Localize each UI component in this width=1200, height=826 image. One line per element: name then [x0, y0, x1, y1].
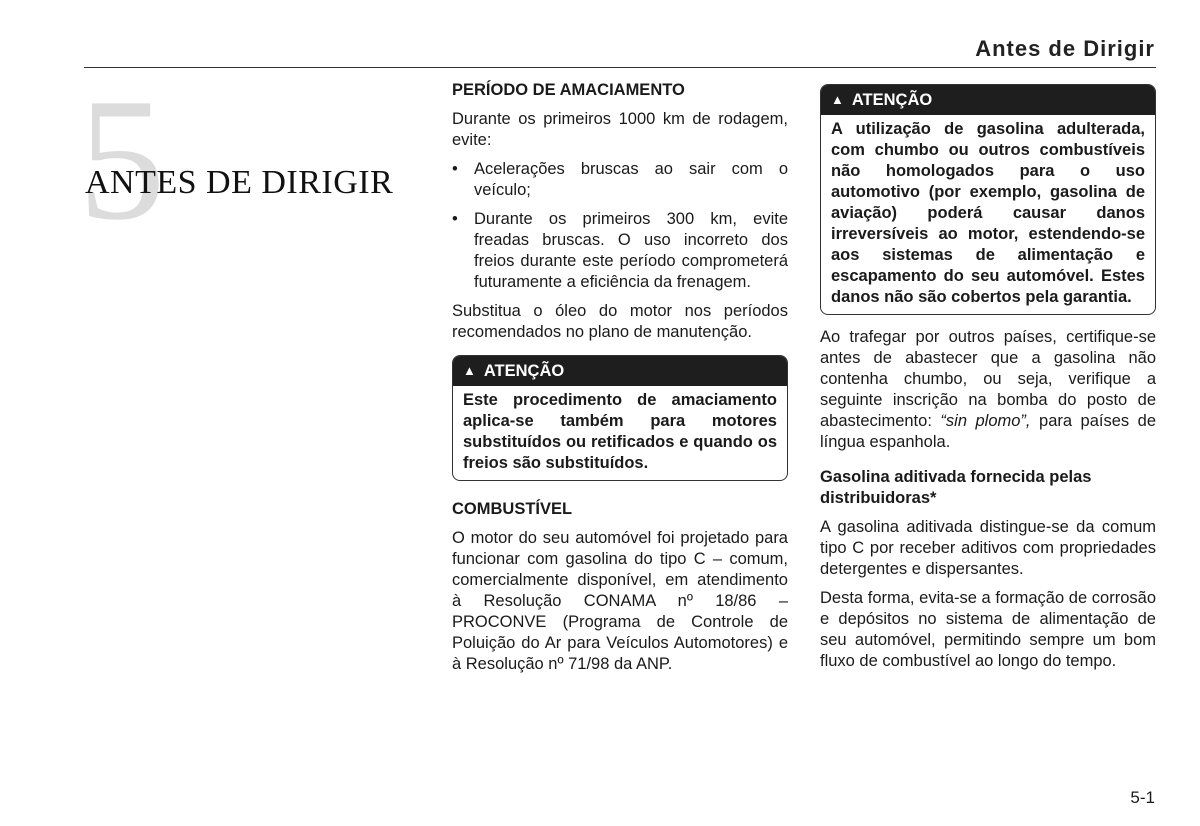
list-item: [452, 159, 788, 201]
oil-change-note: Substitua o óleo do motor nos períodos recomendados no plano de manutenção.: [452, 302, 788, 341]
warning-text: A utilização de gasolina adulterada, com chumbo ou outros combustíveis não homologados para o uso automotivo (por exemplo, gasolina de aviação) poderá causar danos irreversíveis ao motor, estendendo-se aos sistemas de alimentação e escapamento do seu automóvel. Estes danos não são cobertos pela garantia.: [831, 120, 1145, 306]
page-header-title: Antes de Dirigir: [975, 36, 1155, 61]
warning-header: [453, 356, 787, 386]
list-item-text: Acelerações bruscas ao sair com o veículo;: [474, 160, 788, 199]
fuel-text: O motor do seu automóvel foi projetado para funcionar com gasolina do tipo C – comum, comercialmente disponível, em atendimento à Resolução CONAMA nº 18/86 – PROCONVE (Programa de Controle de Poluição do Ar para Veículos Automotores) e à Resolução nº 71/98 da ANP.: [452, 529, 788, 673]
foreign-countries-paragraph: [820, 327, 1156, 453]
warning-header: [821, 85, 1155, 115]
warning-triangle-icon: ▲: [831, 92, 844, 107]
warning-triangle-icon: ▲: [463, 363, 476, 378]
left-text-column: [452, 80, 788, 675]
warning-title: ATENÇÃO: [483, 362, 565, 380]
bullet-icon: •: [452, 160, 458, 178]
sin-plomo-inscription: “sin plomo”,: [940, 412, 1031, 430]
warning-title: ATENÇÃO: [851, 91, 933, 109]
chapter-title: ANTES DE DIRIGIR: [85, 164, 394, 201]
bullet-icon: •: [452, 210, 458, 228]
chapter-number: 5: [78, 62, 166, 256]
paragraph-text: Ao trafegar por outros países, certifique-se antes de abastecer que a gasolina não contenha chumbo, ou seja, verifique a seguinte inscrição na bomba do posto de abastecimento:: [820, 328, 1156, 430]
additive-gasoline-heading: Gasolina aditivada fornecida pelas distribuidoras*: [820, 468, 1092, 507]
list-item: [452, 209, 788, 293]
page-number: 5-1: [1130, 788, 1155, 807]
additive-gasoline-paragraph: A gasolina aditivada distingue-se da comum tipo C por receber aditivos com propriedades detergentes e dispersantes.: [820, 518, 1156, 578]
warning-box-fuel: [820, 84, 1156, 315]
warning-text: Este procedimento de amaciamento aplica-se também para motores substituídos ou retificados e quando os freios são substituídos.: [463, 391, 777, 472]
section-heading-fuel: COMBUSTÍVEL: [452, 500, 573, 518]
paragraph-text: para países de língua espanhola.: [820, 412, 1156, 451]
header-divider: [84, 67, 1156, 68]
break-in-list: [452, 159, 788, 293]
section-heading-break-in: PERÍODO DE AMACIAMENTO: [452, 81, 685, 99]
list-item-text: Durante os primeiros 300 km, evite freadas bruscas. O uso incorreto dos freios durante este período comprometerá futuramente a eficiência da frenagem.: [474, 210, 788, 291]
right-text-column: [820, 84, 1156, 672]
warning-box-break-in: [452, 355, 788, 481]
break-in-intro: Durante os primeiros 1000 km de rodagem, evite:: [452, 110, 788, 149]
corrosion-paragraph: Desta forma, evita-se a formação de corrosão e depósitos no sistema de alimentação de seu automóvel, permitindo sempre um bom fluxo de combustível ao longo do tempo.: [820, 589, 1156, 670]
